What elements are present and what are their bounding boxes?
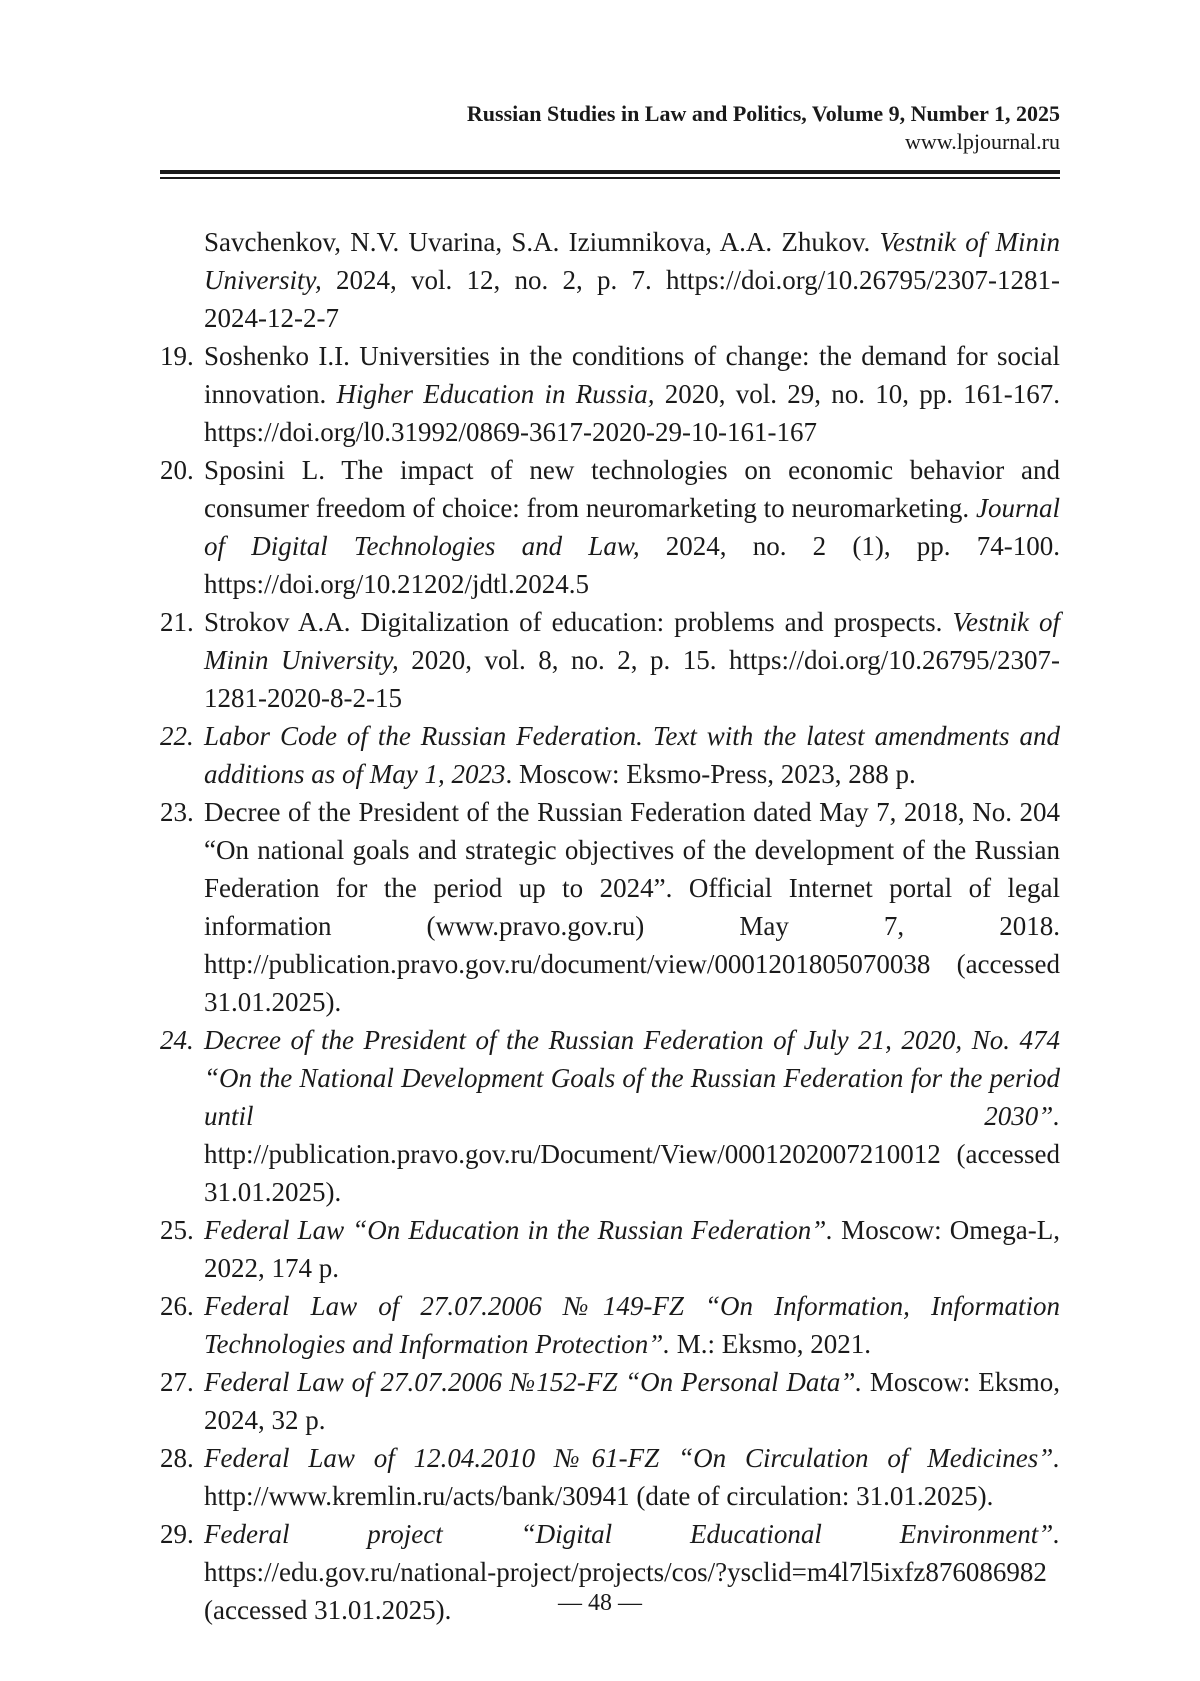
reference-number: 29. [160, 1519, 194, 1549]
reference-text: http://www.kremlin.ru/acts/bank/30941 (date of circulation: 31.01.2025). [204, 1481, 994, 1511]
reference-title: Vestnik of Minin University, [204, 607, 1060, 675]
page-number: — 48 — [558, 1590, 642, 1616]
reference-number: 23. [160, 797, 194, 827]
reference-title: Decree of the President of the Russian Federation of July 21, 2020, No. 474 “On the National Development Goals of the Russian Federation for the period until 2030”. [204, 1025, 1060, 1131]
reference-text: Soshenko I.I. Universities in the conditions of change: the demand for social innovation. [204, 341, 1060, 409]
reference-title: Federal Law of 27.07.2006 №152-FZ “On Personal Data”. [204, 1367, 863, 1397]
reference-number: 26. [160, 1291, 194, 1321]
reference-text: https://edu.gov.ru/national-project/projects/cos/?ysclid=m4l7l5ixfz876086982 (accessed 31.01.2025). [204, 1557, 1047, 1625]
reference-list [160, 223, 1060, 1629]
header-rule-thick [160, 170, 1060, 174]
reference-text: 2020, vol. 8, no. 2, p. 15. https://doi.org/10.26795/2307-1281-2020-8-2-15 [204, 645, 1060, 713]
reference-title: Federal Law of 12.04.2010 №61-FZ “On Circulation of Medicines”. [204, 1443, 1060, 1473]
reference-number: 20. [160, 455, 194, 485]
reference-title: Higher Education in Russia, [336, 379, 655, 409]
reference-item [160, 603, 1060, 717]
reference-number: 24. [160, 1025, 194, 1055]
reference-text: http://publication.pravo.gov.ru/Document/View/0001202007210012 (accessed 31.01.2025). [204, 1139, 1060, 1207]
reference-item [160, 1021, 1060, 1211]
reference-title: Federal Law of 27.07.2006 №149-FZ “On Information, Information Technologies and Information Protection”. [204, 1291, 1060, 1359]
reference-text: Moscow: Eksmo, 2024, 32 p. [204, 1367, 1060, 1435]
reference-text: M.: Eksmo, 2021. [670, 1329, 872, 1359]
reference-title: Labor Code of the Russian Federation. Text with the latest amendments and additions as of May 1, 2023 [204, 721, 1060, 789]
reference-item [160, 451, 1060, 603]
reference-item [160, 717, 1060, 793]
reference-text: Savchenkov, N.V. Uvarina, S.A. Iziumnikova, A.A. Zhukov. [204, 227, 880, 257]
reference-text: Sposini L. The impact of new technologies on economic behavior and consumer freedom of choice: from neuromarketing to neuromarketing. [204, 455, 1060, 523]
journal-website: www.lpjournal.ru [905, 129, 1060, 154]
reference-text: 2024, vol. 12, no. 2, p. 7. https://doi.org/10.26795/2307-1281-2024-12-2-7 [204, 265, 1060, 333]
reference-text: 2024, no. 2 (1), pp. 74-100. https://doi.org/10.21202/jdtl.2024.5 [204, 531, 1060, 599]
reference-number: 28. [160, 1443, 194, 1473]
reference-number: 19. [160, 341, 194, 371]
reference-item [160, 793, 1060, 1021]
reference-title: Journal of Digital Technologies and Law, [204, 493, 1060, 561]
reference-title: Federal project “Digital Educational Environment”. [204, 1519, 1060, 1549]
reference-item [160, 337, 1060, 451]
reference-text: Strokov A.A. Digitalization of education: problems and prospects. [204, 607, 953, 637]
reference-item [160, 1363, 1060, 1439]
reference-number: 22. [160, 721, 194, 751]
running-header [160, 100, 1060, 156]
reference-item [160, 1439, 1060, 1515]
reference-text: . Moscow: Eksmo-Press, 2023, 288 p. [505, 759, 916, 789]
reference-title: Vestnik of Minin University, [204, 227, 1060, 295]
reference-text: Moscow: Omega-L, 2022, 174 p. [204, 1215, 1060, 1283]
reference-item [160, 223, 1060, 337]
reference-number: 27. [160, 1367, 194, 1397]
reference-title: Federal Law “On Education in the Russian Federation”. [204, 1215, 834, 1245]
reference-text: Decree of the President of the Russian Federation dated May 7, 2018, No. 204 “On national goals and strategic objectives of the development of the Russian Federation for the period up to 2024”. Official Internet portal of legal information (www.pravo.gov.ru) May 7, 2018. http://publication.pravo.gov.ru/document/view/0001201805070038 (accessed 31.01.2025). [204, 797, 1060, 1017]
reference-number: 25. [160, 1215, 194, 1245]
header-rule-thin [160, 177, 1060, 179]
reference-item [160, 1287, 1060, 1363]
reference-text: 2020, vol. 29, no. 10, pp. 161-167. https://doi.org/l0.31992/0869-3617-2020-29-10-161-167 [204, 379, 1061, 447]
reference-item [160, 1211, 1060, 1287]
journal-title: Russian Studies in Law and Politics, Volume 9, Number 1, 2025 [466, 101, 1060, 126]
reference-number: 21. [160, 607, 194, 637]
